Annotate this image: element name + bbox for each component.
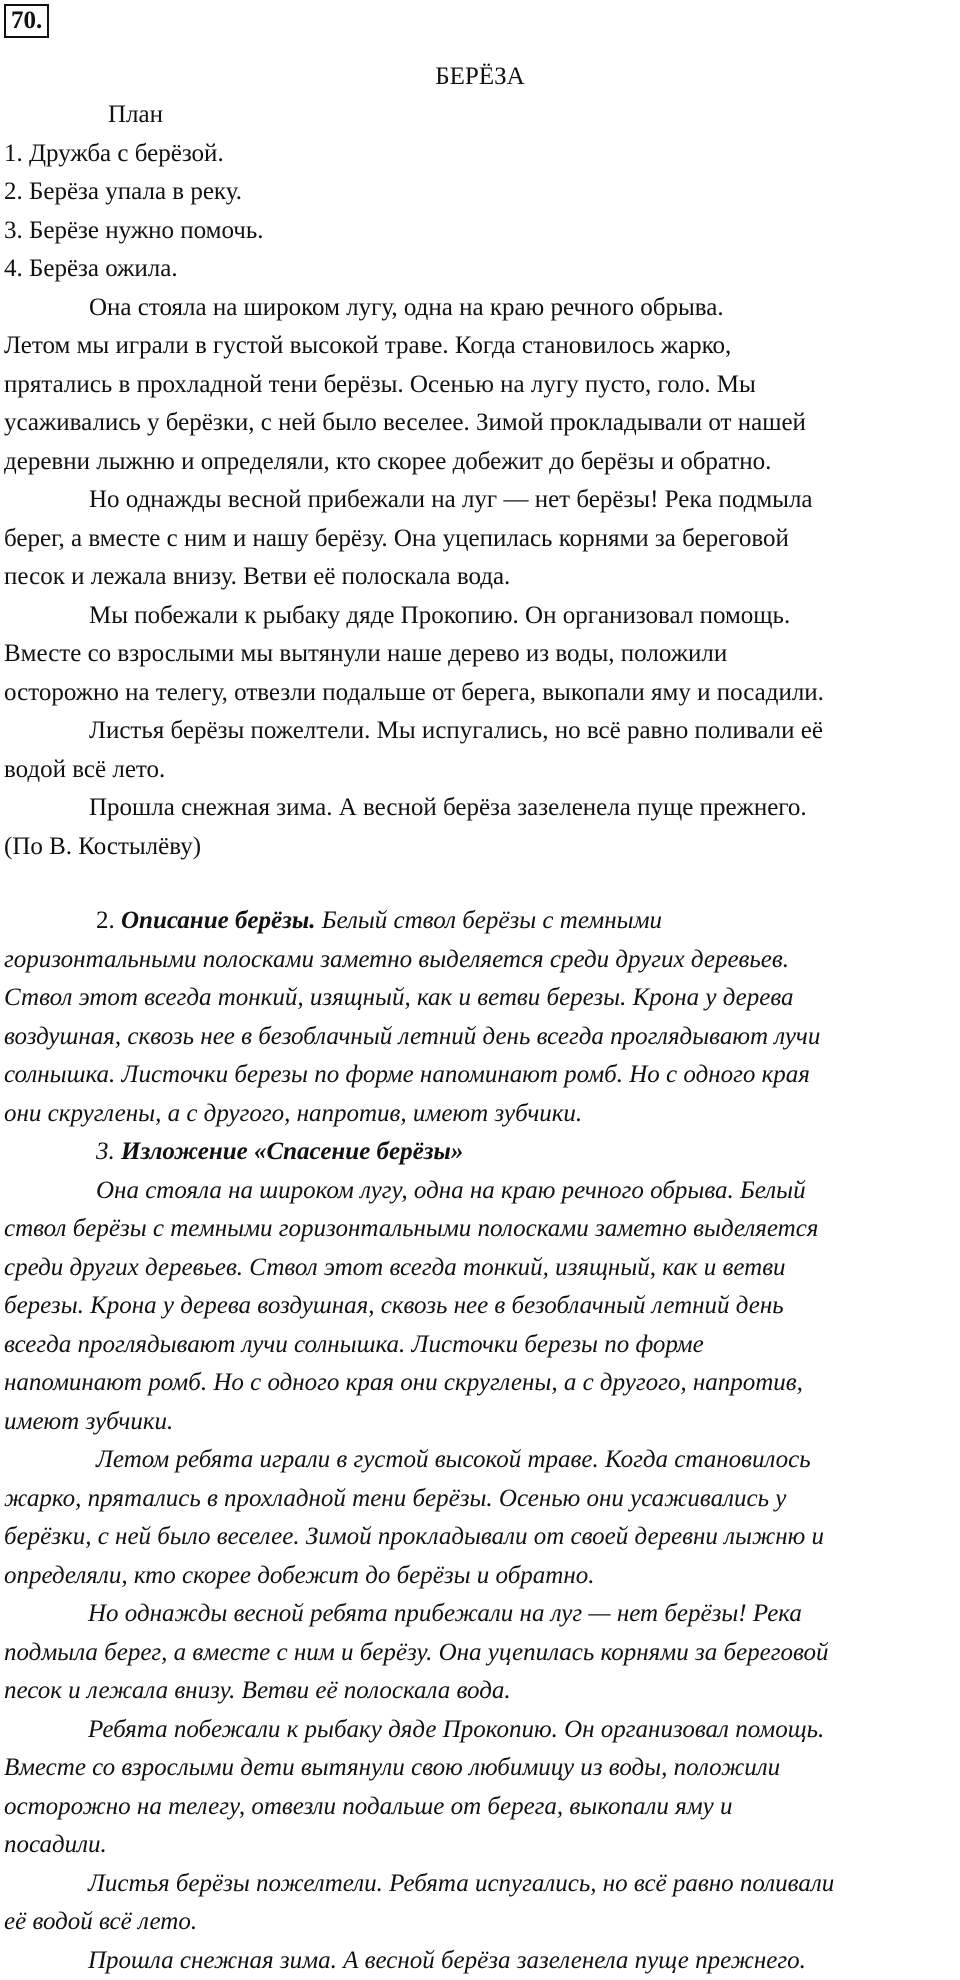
task3-line: Она стояла на широком лугу, одна на краю речного обрыва. Белый <box>4 1172 956 1211</box>
story-line: Прошла снежная зима. А весной берёза зазеленела пуще прежнего. <box>4 789 956 828</box>
story-line: осторожно на телегу, отвезли подальше от берега, выкопали яму и посадили. <box>4 674 956 713</box>
task2-line: Белый ствол берёзы с темными <box>322 907 662 934</box>
task2-line: горизонтальными полосками заметно выделяется среди других деревьев. <box>4 941 956 980</box>
task3-line: осторожно на телегу, отвезли подальше от берега, выкопали яму и <box>4 1788 956 1827</box>
task3-line: Вместе со взрослыми дети вытянули свою любимицу из воды, положили <box>4 1749 956 1788</box>
story-line: прятались в прохладной тени берёзы. Осенью на лугу пусто, голо. Мы <box>4 366 956 405</box>
story-line: берег, а вместе с ним и нашу берёзу. Она уцепилась корнями за береговой <box>4 520 956 559</box>
plan-item: 2. Берёза упала в реку. <box>4 173 956 212</box>
body-text <box>4 96 956 1980</box>
story-line: деревни лыжню и определяли, кто скорее добежит до берёзы и обратно. <box>4 443 956 482</box>
task3-line: березы. Крона у дерева воздушная, сквозь нее в безоблачный летний день <box>4 1287 956 1326</box>
plan-item: 3. Берёзе нужно помочь. <box>4 212 956 251</box>
task2-line: воздушная, сквозь нее в безоблачный летний день всегда проглядывают лучи <box>4 1018 956 1057</box>
task2-heading: Описание берёзы. <box>121 907 315 934</box>
task2-number: 2. <box>96 907 115 934</box>
task2-line: они скруглены, а с другого, напротив, имеют зубчики. <box>4 1095 956 1134</box>
task3-line: Летом ребята играли в густой высокой траве. Когда становилось <box>4 1441 956 1480</box>
story-line: песок и лежала внизу. Ветви её полоскала вода. <box>4 558 956 597</box>
exercise-number: 70. <box>4 4 49 38</box>
story-line: усаживались у берёзки, с ней было веселее. Зимой прокладывали от нашей <box>4 404 956 443</box>
task2-line: солнышка. Листочки березы по форме напоминают ромб. Но с одного края <box>4 1056 956 1095</box>
task3-line: жарко, прятались в прохладной тени берёзы. Осенью они усаживались у <box>4 1480 956 1519</box>
task3-heading: Изложение «Спасение берёзы» <box>121 1138 463 1165</box>
story-title: БЕРЁЗА <box>0 60 960 94</box>
story-line: Мы побежали к рыбаку дяде Прокопию. Он организовал помощь. <box>4 597 956 636</box>
task3-line: Но однажды весной ребята прибежали на луг — нет берёзы! Река <box>4 1595 956 1634</box>
task2-first-line <box>4 902 956 941</box>
task3-line: среди других деревьев. Ствол этот всегда тонкий, изящный, как и ветви <box>4 1249 956 1288</box>
task3-number: 3. <box>96 1138 115 1165</box>
story-line: Летом мы играли в густой высокой траве. Когда становилось жарко, <box>4 327 956 366</box>
story-line: Листья берёзы пожелтели. Мы испугались, но всё равно поливали её <box>4 712 956 751</box>
task3-line: имеют зубчики. <box>4 1403 956 1442</box>
story-line: Вместе со взрослыми мы вытянули наше дерево из воды, положили <box>4 635 956 674</box>
plan-heading: План <box>4 96 956 135</box>
plan-item: 1. Дружба с берёзой. <box>4 135 956 174</box>
task3-line: Прошла снежная зима. А весной берёза зазеленела пуще прежнего. <box>4 1942 956 1980</box>
task3-line: подмыла берег, а вместе с ним и берёзу. Она уцепилась корнями за береговой <box>4 1634 956 1673</box>
task3-heading-line <box>4 1133 956 1172</box>
task3-line: берёзки, с ней было веселее. Зимой прокладывали от своей деревни лыжню и <box>4 1518 956 1557</box>
story-line: водой всё лето. <box>4 751 956 790</box>
task3-line: посадили. <box>4 1826 956 1865</box>
task3-line: всегда проглядывают лучи солнышка. Листочки березы по форме <box>4 1326 956 1365</box>
task3-line: напоминают ромб. Но с одного края они скруглены, а с другого, напротив, <box>4 1364 956 1403</box>
story-line: Но однажды весной прибежали на луг — нет берёзы! Река подмыла <box>4 481 956 520</box>
task3-line: её водой всё лето. <box>4 1903 956 1942</box>
task2-line: Ствол этот всегда тонкий, изящный, как и ветви березы. Крона у дерева <box>4 979 956 1018</box>
plan-item: 4. Берёза ожила. <box>4 250 956 289</box>
story-line: Она стояла на широком лугу, одна на краю речного обрыва. <box>4 289 956 328</box>
task3-line: песок и лежала внизу. Ветви её полоскала вода. <box>4 1672 956 1711</box>
section-gap <box>4 866 956 902</box>
task3-line: определяли, кто скорее добежит до берёзы и обратно. <box>4 1557 956 1596</box>
story-source: (По В. Костылёву) <box>4 828 956 867</box>
task3-line: Листья берёзы пожелтели. Ребята испугались, но всё равно поливали <box>4 1865 956 1904</box>
task3-line: ствол берёзы с темными горизонтальными полосками заметно выделяется <box>4 1210 956 1249</box>
task3-line: Ребята побежали к рыбаку дяде Прокопию. Он организовал помощь. <box>4 1711 956 1750</box>
